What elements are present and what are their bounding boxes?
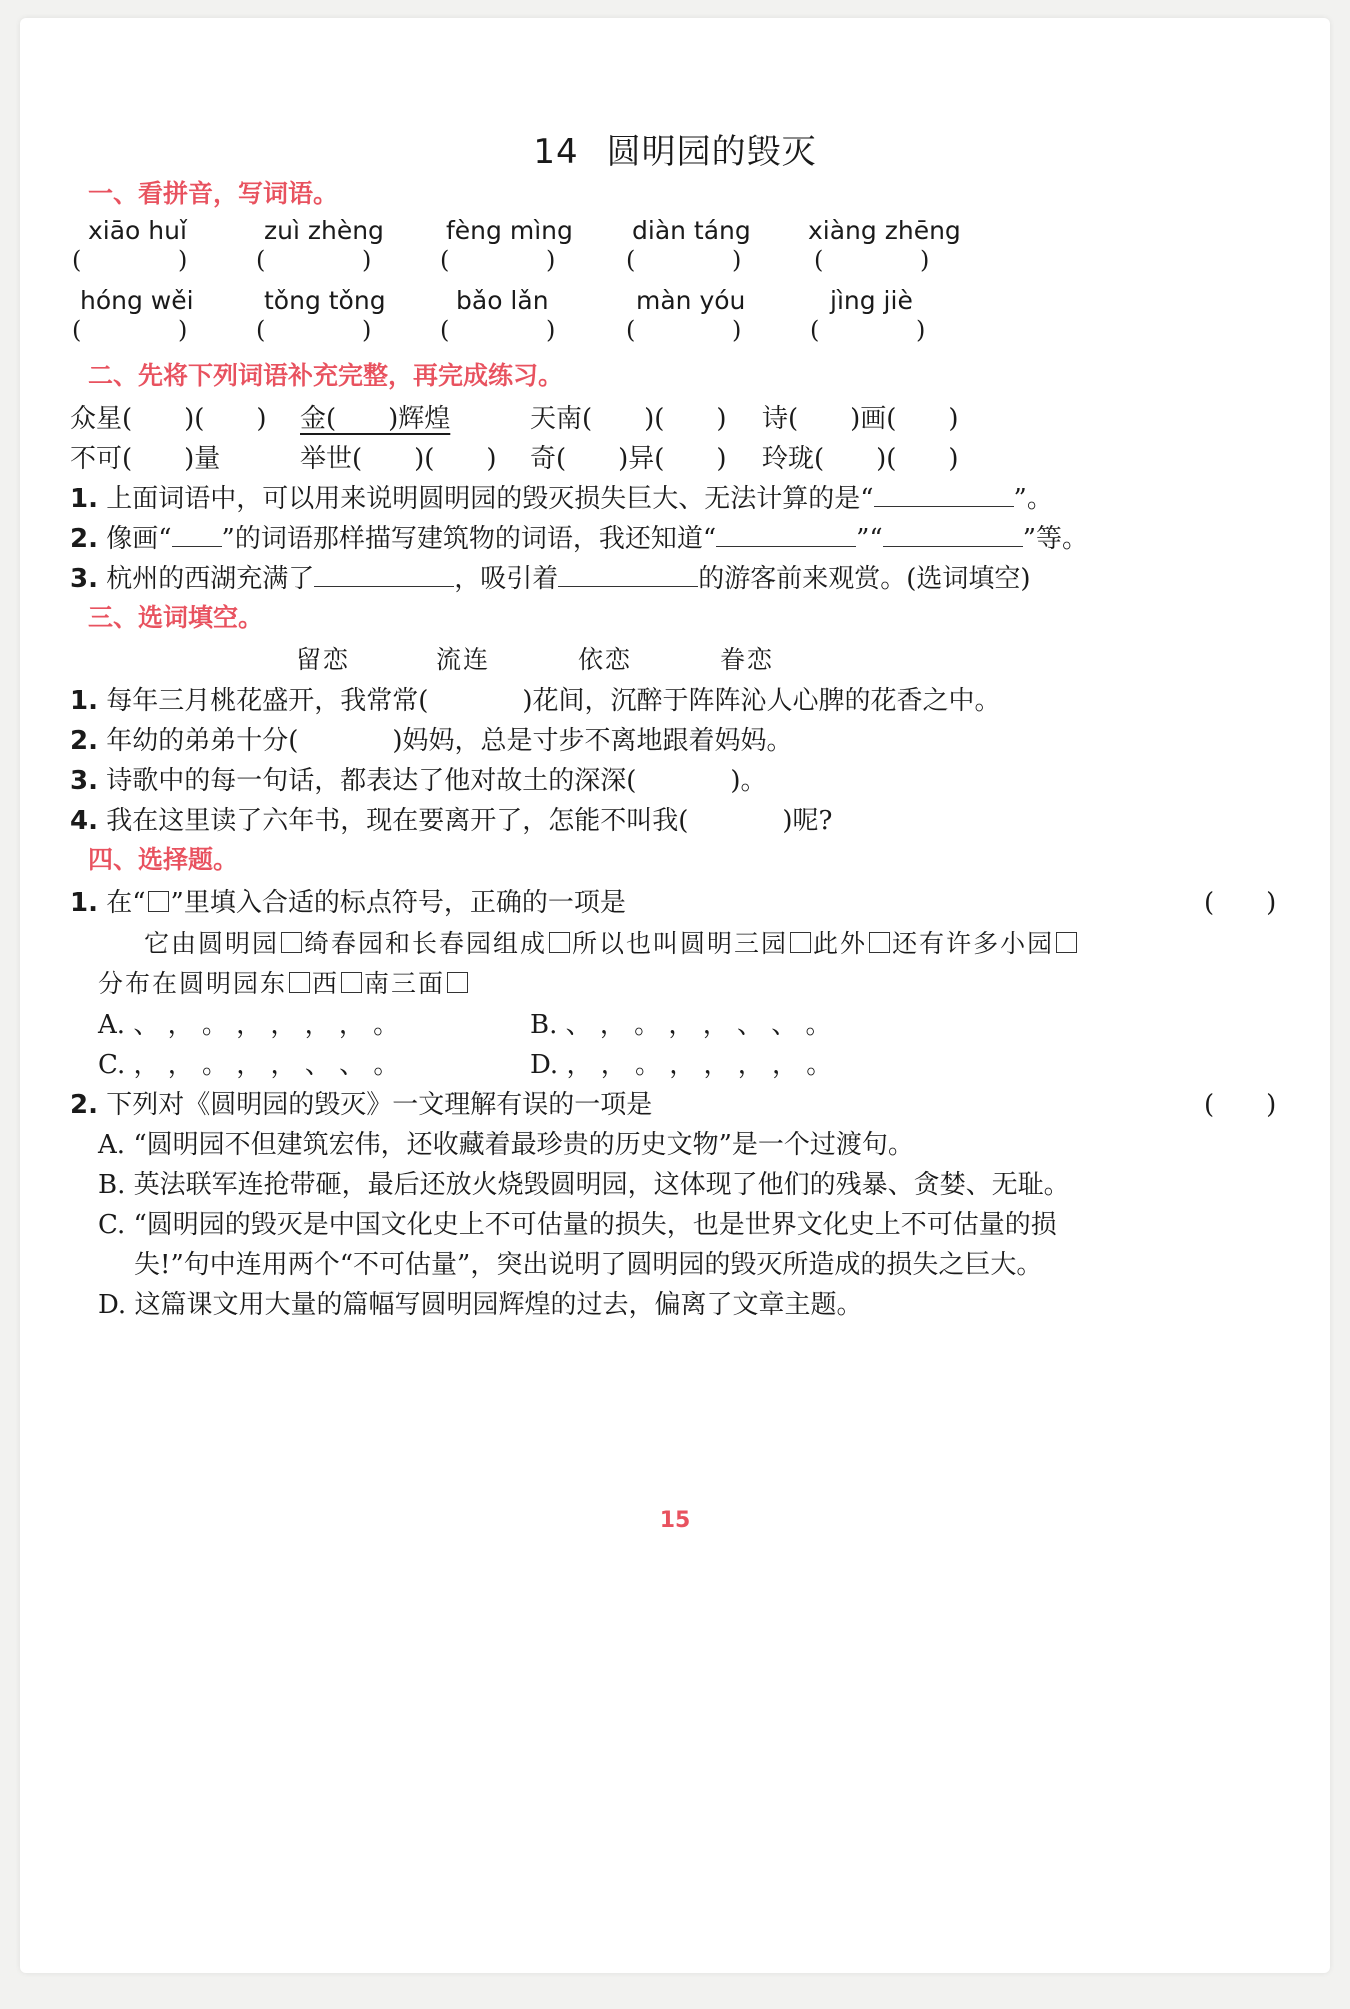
answer-box-open: (: [810, 316, 820, 344]
pinyin-9: màn yóu: [636, 286, 746, 315]
mc2-answer-paren[interactable]: ( ): [1204, 1090, 1277, 1120]
answer-box-close: ): [362, 316, 372, 344]
fill-blank[interactable]: [314, 585, 454, 587]
punctuation-box[interactable]: [790, 932, 811, 953]
mc1-option-b[interactable]: B. 、 ， 。 ， ， 、 、 。: [530, 1010, 832, 1040]
section-heading-1: 一、看拼音，写词语。: [88, 179, 339, 208]
idiom-8: 玲珑( )( ): [762, 444, 959, 474]
pinyin-2: zuì zhèng: [264, 216, 384, 245]
s3-question-2: 2. 年幼的弟弟十分( )妈妈，总是寸步不离地跟着妈妈。: [70, 726, 793, 756]
word-choice-1: 留恋: [296, 645, 351, 674]
lesson-title: 圆明园的毁灭: [606, 132, 817, 172]
fill-blank[interactable]: [172, 545, 222, 547]
answer-box-close: ): [732, 246, 742, 274]
punctuation-box[interactable]: [1056, 932, 1077, 953]
mc-question-2-stem: 2. 下列对《圆明园的毁灭》一文理解有误的一项是: [70, 1090, 653, 1120]
idiom-2: 金( )辉煌: [300, 404, 451, 434]
punctuation-box[interactable]: [549, 932, 570, 953]
mc1-option-d[interactable]: D. ， ， 。 ， ， ， ， 。: [530, 1050, 833, 1080]
pinyin-3: fèng mìng: [446, 216, 573, 245]
idiom-7: 奇( )异( ): [530, 444, 727, 474]
fill-blank[interactable]: [558, 585, 698, 587]
mc2-option-d[interactable]: D. 这篇课文用大量的篇幅写圆明园辉煌的过去，偏离了文章主题。: [98, 1290, 863, 1320]
answer-box-open: (: [814, 246, 824, 274]
answer-box-close: ): [178, 316, 188, 344]
punctuation-box[interactable]: [447, 972, 468, 993]
answer-box-open: (: [440, 246, 450, 274]
answer-box-open: (: [72, 316, 82, 344]
word-choice-3: 依恋: [578, 645, 633, 674]
page-number: 15: [659, 1508, 691, 1533]
punctuation-box[interactable]: [289, 972, 310, 993]
mc-question-1-stem: 1. 在“ ”里填入合适的标点符号，正确的一项是: [70, 888, 626, 918]
fill-blank[interactable]: [874, 505, 1014, 507]
mc2-option-b[interactable]: B. 英法联军连抢带砸，最后还放火烧毁圆明园，这体现了他们的残暴、贪婪、无耻。: [98, 1170, 1070, 1200]
s3-question-3: 3. 诗歌中的每一句话，都表达了他对故土的深深( )。: [70, 766, 767, 796]
answer-box-close: ): [546, 246, 556, 274]
idiom-6: 举世( )( ): [300, 444, 497, 474]
fill-blank[interactable]: [716, 545, 856, 547]
word-choice-2: 流连: [436, 645, 491, 674]
pinyin-4: diàn táng: [632, 216, 751, 245]
answer-box-close: ): [362, 246, 372, 274]
s2-question-2: 2. 像画“ ”的词语那样描写建筑物的词语，我还知道“ ”“ ”等。: [70, 524, 1089, 554]
punctuation-box[interactable]: [341, 972, 362, 993]
pinyin-5: xiàng zhēng: [808, 216, 961, 245]
answer-box-open: (: [626, 316, 636, 344]
punctuation-box: [148, 891, 169, 912]
section-heading-3: 三、选词填空。: [88, 603, 264, 632]
page-title: [20, 124, 1330, 173]
answer-box-open: (: [256, 316, 266, 344]
fill-blank[interactable]: [883, 545, 1023, 547]
answer-box-close: ): [546, 316, 556, 344]
idiom-3: 天南( )( ): [530, 404, 727, 434]
section-heading-4: 四、选择题。: [88, 845, 239, 874]
mc1-passage-line2: 分布在圆明园东 西 南三面: [98, 964, 470, 1000]
answer-box-close: ): [178, 246, 188, 274]
punctuation-box[interactable]: [281, 932, 302, 953]
s2-question-1: 1. 上面词语中，可以用来说明圆明园的毁灭损失巨大、无法计算的是“ ”。: [70, 484, 1053, 514]
answer-box-open: (: [440, 316, 450, 344]
lesson-number: 14: [533, 132, 579, 172]
pinyin-1: xiāo huǐ: [88, 216, 187, 245]
mc1-option-c[interactable]: C. ， ， 。 ， ， 、 、 。: [98, 1050, 400, 1080]
s3-question-1: 1. 每年三月桃花盛开，我常常( )花间，沉醉于阵阵沁人心脾的花香之中。: [70, 686, 1001, 716]
pinyin-8: bǎo lǎn: [456, 286, 549, 315]
s3-question-4: 4. 我在这里读了六年书，现在要离开了，怎能不叫我( )呢?: [70, 806, 833, 836]
answer-box-close: ): [920, 246, 930, 274]
answer-box-close: ): [916, 316, 926, 344]
answer-box-open: (: [256, 246, 266, 274]
pinyin-10: jìng jiè: [830, 286, 913, 315]
mc2-option-c[interactable]: C. “圆明园的毁灭是中国文化史上不可估量的损失，也是世界文化史上不可估量的损: [98, 1210, 1057, 1240]
mc2-option-a[interactable]: A. “圆明园不但建筑宏伟，还收藏着最珍贵的历史文物”是一个过渡句。: [98, 1130, 914, 1160]
pinyin-6: hóng wěi: [80, 286, 194, 315]
mc1-option-a[interactable]: A. 、 ， 。 ， ， ， ， 。: [98, 1010, 400, 1040]
worksheet-page: [20, 18, 1330, 1973]
mc1-answer-paren[interactable]: ( ): [1204, 888, 1277, 918]
word-choice-4: 眷恋: [720, 645, 775, 674]
mc1-passage-line1: 它由圆明园 绮春园和长春园组成 所以也叫圆明三园 此外 还有许多小园: [144, 924, 1079, 960]
mc2-option-c-continued: 失!”句中连用两个“不可估量”，突出说明了圆明园的毁灭所造成的损失之巨大。: [134, 1250, 1043, 1280]
s2-question-3: 3. 杭州的西湖充满了 ，吸引着 的游客前来观赏。(选词填空): [70, 564, 1031, 594]
pinyin-7: tǒng tǒng: [264, 286, 386, 315]
answer-box-open: (: [626, 246, 636, 274]
idiom-4: 诗( )画( ): [762, 404, 959, 434]
answer-box-close: ): [732, 316, 742, 344]
section-heading-2: 二、先将下列词语补充完整，再完成练习。: [88, 361, 564, 390]
idiom-1: 众星( )( ): [70, 404, 267, 434]
punctuation-box[interactable]: [869, 932, 890, 953]
answer-box-open: (: [72, 246, 82, 274]
idiom-5: 不可( )量: [70, 444, 221, 474]
